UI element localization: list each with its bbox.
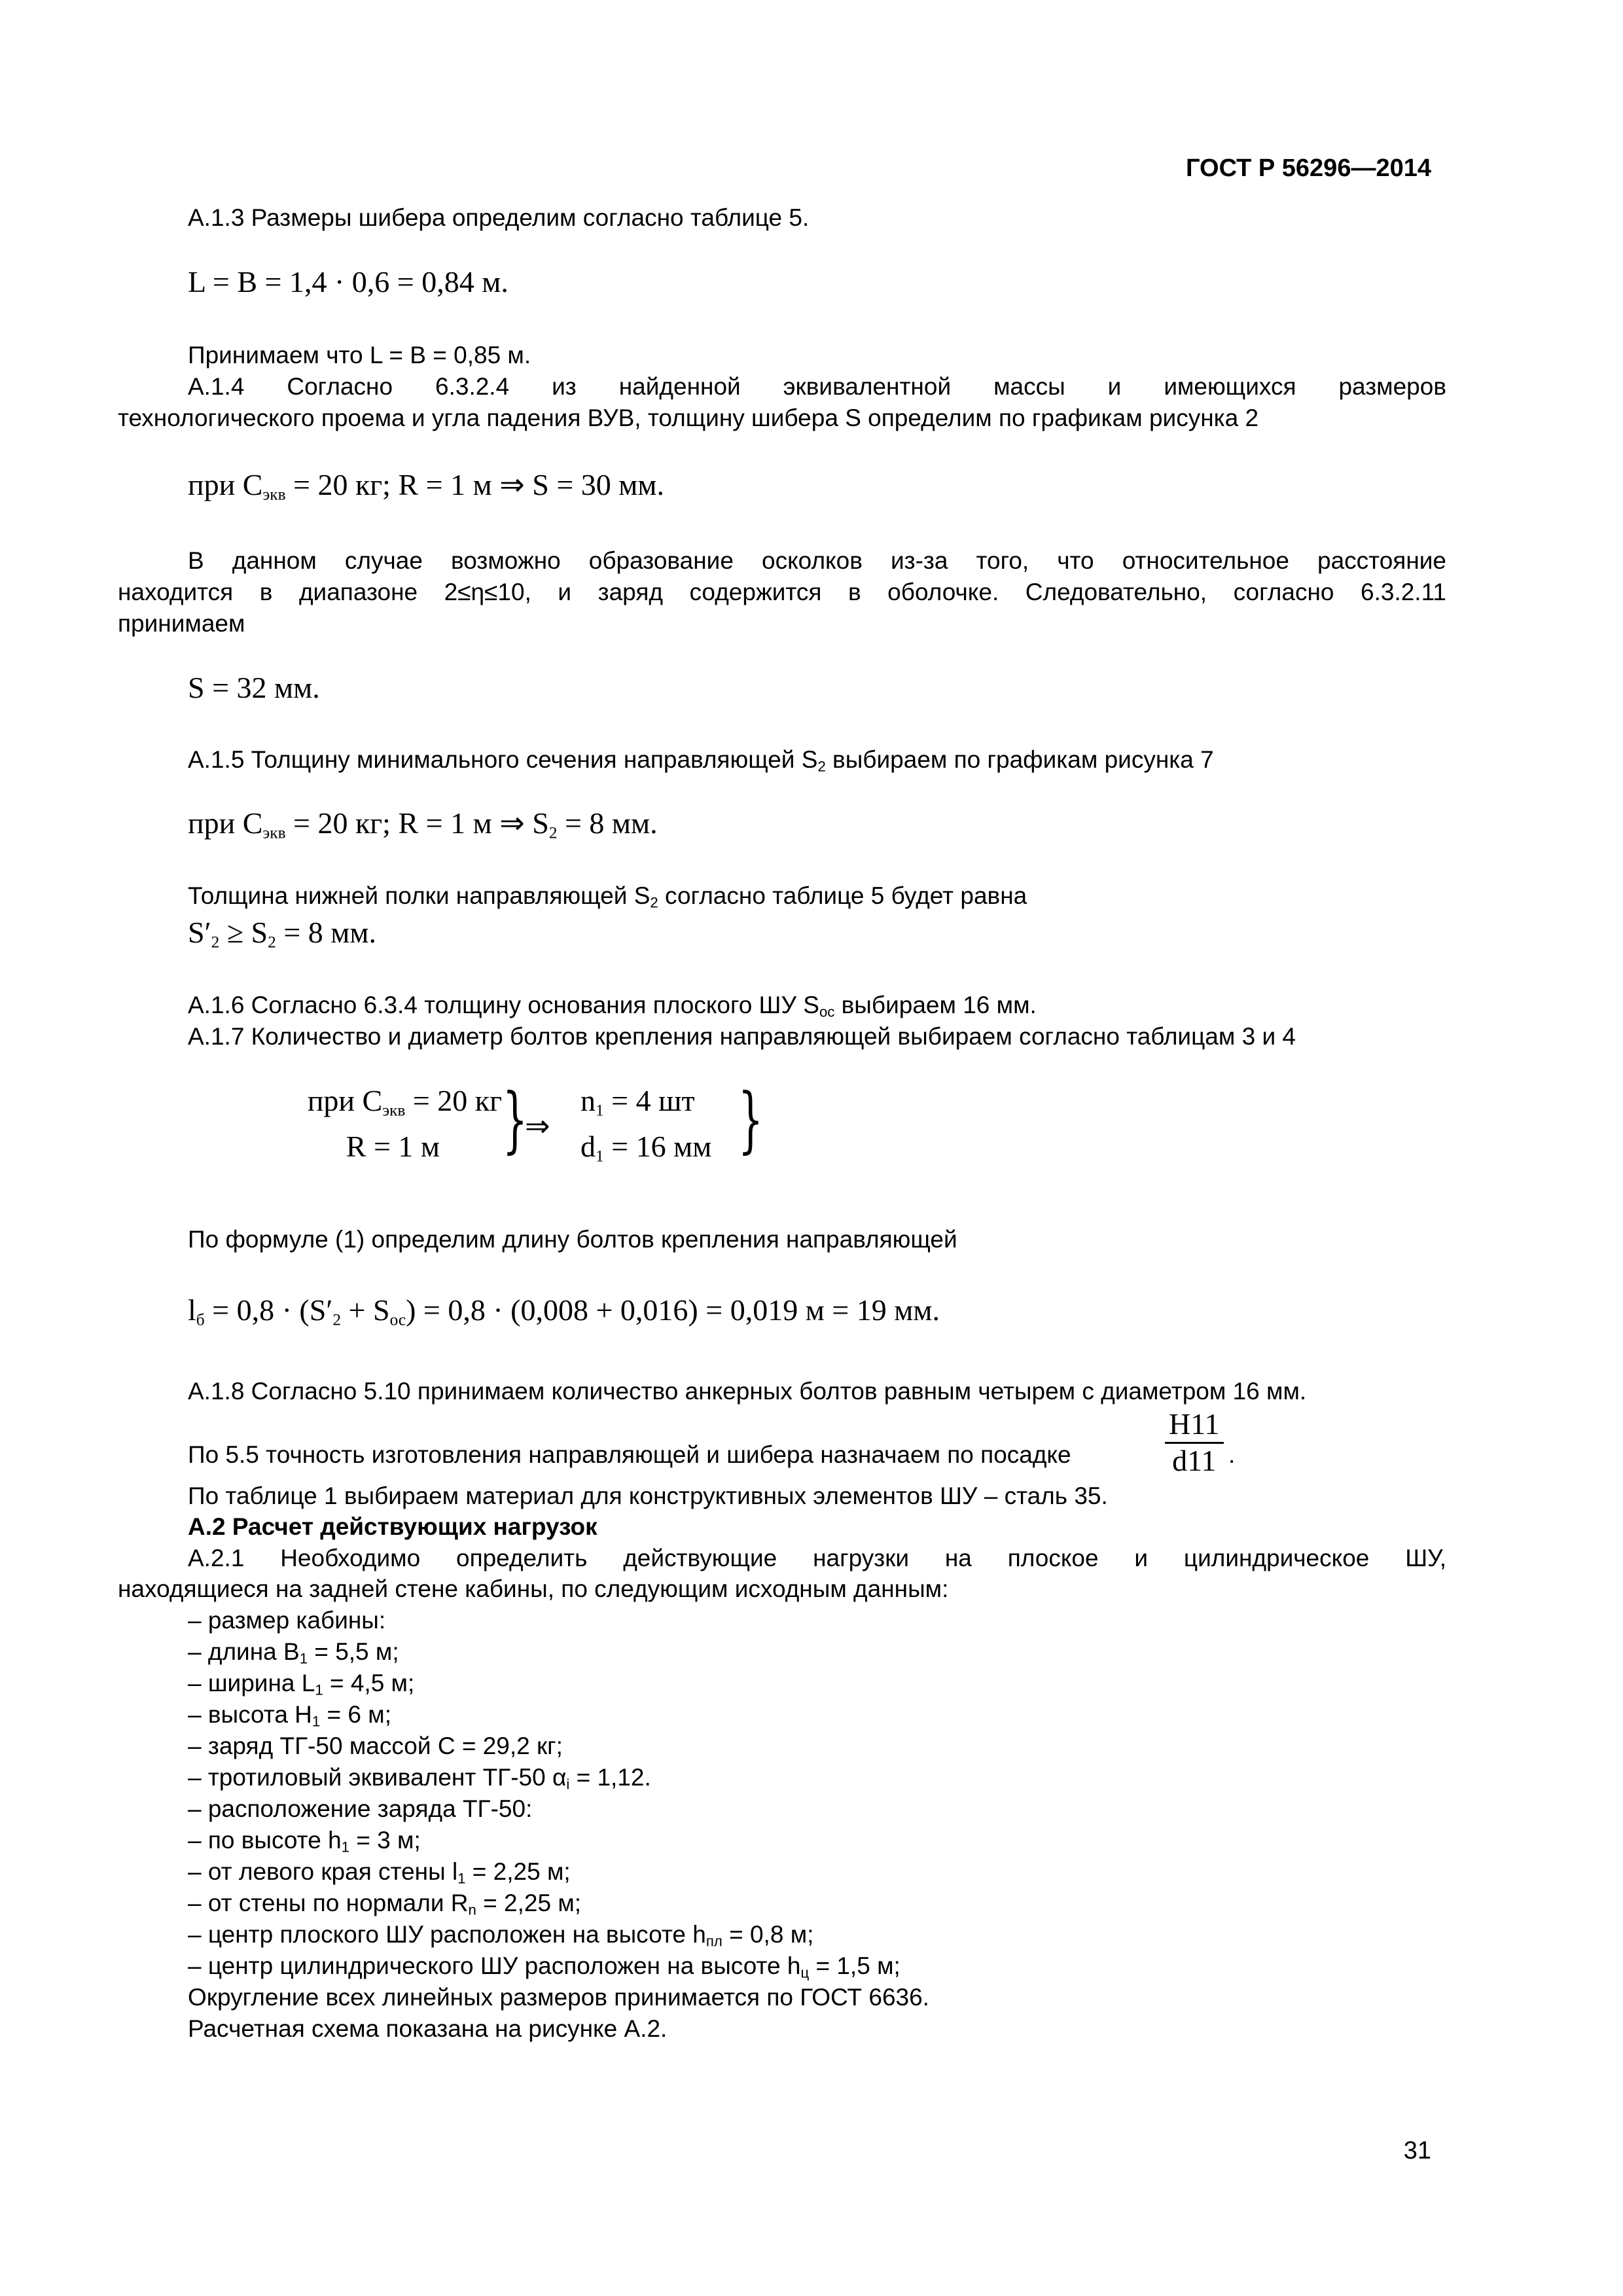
paragraph-scheme: Расчетная схема показана на рисунке А.2. <box>188 2015 668 2042</box>
list-item-cyl-center: – центр цилиндрического ШУ расположен на высоте $h_ц = 1,5$ м; <box>188 1952 901 1981</box>
list-item-charge-location: – расположение заряда ТГ-50: <box>188 1795 533 1822</box>
list-item-normal-distance: – от стены по нормали $R_n = 2,25$ м; <box>188 1890 582 1918</box>
right-brace-right: } <box>738 1077 764 1161</box>
list-item-length: – длина $B_1 = 5,5$ м; <box>188 1638 399 1667</box>
paragraph-a13: А.1.3 Размеры шибера определим согласно таблице 5. <box>188 204 810 231</box>
implies-arrow: ⇒ <box>525 1109 550 1143</box>
list-item-charge: – заряд ТГ-50 массой C = 29,2 кг; <box>188 1732 563 1759</box>
paragraph-fragments-line2: находится в диапазоне 2≤η≤10, и заряд содержится в оболочке. Следовательно, согласно 6.3.2.11 <box>118 579 1446 605</box>
section-a2-title: А.2 Расчет действующих нагрузок <box>188 1513 597 1540</box>
formula-s2: при Cэкв = 20 кг; R = 1 м ⇒ S2 = 8 мм. <box>188 806 658 842</box>
list-item-flat-center: – центр плоского ШУ расположен на высоте $h_{пл} = 0,8$ м; <box>188 1921 814 1950</box>
paragraph-a18: А.1.8 Согласно 5.10 принимаем количество анкерных болтов равным четырем с диаметром 16 мм. <box>188 1378 1307 1405</box>
paragraph-lower-shelf: Толщина нижней полки направляющей $S_2$ согласно таблице 5 будет равна <box>188 882 1027 911</box>
list-item-left-edge: – от левого края стены $l_1 = 2,25$ м; <box>188 1858 571 1887</box>
right-brace-left: } <box>502 1077 528 1161</box>
formula-s2-prime: S′2 ≥ S2 = 8 мм. <box>188 916 376 952</box>
paragraph-a14-line1: А.1.4 Согласно 6.3.2.4 из найденной эквивалентной массы и имеющихся размеров <box>188 373 1446 400</box>
paragraph-accept: Принимаем что L = B = 0,85 м. <box>188 342 531 368</box>
list-item-cabin-size: – размер кабины: <box>188 1607 386 1634</box>
standard-header: ГОСТ Р 56296—2014 <box>1186 154 1431 182</box>
list-item-width: – ширина $L_1 = 4,5$ м; <box>188 1670 415 1698</box>
formula-shield-thickness: при Cэкв = 20 кг; R = 1 м ⇒ S = 30 мм. <box>188 468 664 504</box>
paragraph-a21-line1: А.2.1 Необходимо определить действующие нагрузки на плоское и цилиндрическое ШУ, <box>188 1545 1446 1571</box>
fit-fraction: $\frac{H11}{d11}$ <box>1165 1407 1224 1479</box>
paragraph-fragments-line3: принимаем <box>118 610 245 637</box>
formula-s32: S = 32 мм. <box>188 671 320 704</box>
list-item-height: – высота $H_1 = 6$ м; <box>188 1701 391 1730</box>
paragraph-a17: А.1.7 Количество и диаметр болтов крепления направляющей выбираем согласно таблицам 3 и 4 <box>188 1023 1296 1050</box>
paragraph-a15: А.1.5 Толщину минимального сечения направляющей $S_2$ выбираем по графикам рисунка 7 <box>188 746 1214 775</box>
formula-bolt-length: lб = 0,8 · (S′2 + Sос) = 0,8 · (0,008 + 0,016) = 0,019 м = 19 мм. <box>188 1293 940 1329</box>
paragraph-a16: А.1.6 Согласно 6.3.4 толщину основания плоского ШУ $S_{ос}$ выбираем 16 мм. <box>188 992 1037 1020</box>
list-item-charge-height: – по высоте $h_1 = 3$ м; <box>188 1827 421 1856</box>
list-item-tnt-equivalent: – тротиловый эквивалент ТГ-50 $\alpha_i = 1,12$. <box>188 1764 651 1793</box>
formula-l-b: L = B = 1,4 · 0,6 = 0,84 м. <box>188 265 508 298</box>
paragraph-a14-line2: технологического проема и угла падения ВУВ, толщину шибера S определим по графикам рисунка 2 <box>118 404 1259 431</box>
paragraph-rounding: Округление всех линейных размеров принимается по ГОСТ 6636. <box>188 1984 929 2011</box>
paragraph-fragments-line1: В данном случае возможно образование осколков из-за того, что относительное расстояние <box>188 547 1446 574</box>
paragraph-material: По таблице 1 выбираем материал для конструктивных элементов ШУ – сталь 35. <box>188 1482 1108 1509</box>
paragraph-formula-intro: По формуле (1) определим длину болтов крепления направляющей <box>188 1226 957 1253</box>
document-page: ГОСТ Р 56296—2014 А.1.3 Размеры шибера определим согласно таблице 5. L = B = 1,4 · 0,6 = 0,84 м. Принимаем что L = B = 0,85 м. А.1.4 Согласно 6.3.2.4 из найденной эквивалентной массы и имеющихся размеров технологического проема и угла падения ВУВ, толщину шибера S определим по графикам рисунка 2 при Cэкв = 20 кг; R = 1 м ⇒ S = 30 мм. В данном случае возможно образование осколков из-за того, что относительное расстояние находится в диапазоне 2≤η≤10, и заряд содержится в оболочке. Следовательно, согласно 6.3.2.11 принимаем S = 32 мм. А.1.5 Толщину минимального сечения направляющей $S_2$ выбираем по графикам рисунка 7 при Cэкв = 20 кг; R = 1 м ⇒ S2 = 8 мм. Толщина нижней полки направляющей $S_2$ согласно таблице 5 будет равна S′2 ≥ S2 = 8 мм. А.1.6 Согласно 6.3.4 толщину основания плоского ШУ $S_{ос}$ выбираем 16 мм. А.1.7 Количество и диаметр болтов крепления направляющей выбираем согласно таблицам 3 и 4 при Cэкв = 20 кг R = 1 м } ⇒ n1 = 4 шт d1 = 16 мм } По формуле (1) определим длину болтов крепления направляющей lб = 0,8 · (S′2 + Sос) = 0,8 · (0,008 + 0,016) = 0,019 м = 19 мм. А.1.8 Согласно 5.10 принимаем количество анкерных болтов равным четырем с диаметром 16 мм. По 5.5 точность изготовления направляющей и шибера назначаем по посадке $\frac{H11}{d11}$ . По таблице 1 выбираем материал для конструктивных элементов ШУ – сталь 35. А.2 Расчет действующих нагрузок А.2.1 Необходимо определить действующие нагрузки на плоское и цилиндрическое ШУ, находящиеся на задней стене кабины, по следующим исходным данным: – размер кабины: – длина $B_1 = 5,5$ м; – ширина $L_1 = 4,5$ м; – высота $H_1 = 6$ м; – заряд ТГ-50 массой C = 29,2 кг; – тротиловый эквивалент ТГ-50 $\alpha_i = 1,12$. – расположение заряда ТГ-50: – по высоте $h_1 = 3$ м; – от левого края стены $l_1 = 2,25$ м; – от стены по нормали $R_n = 2,25$ м; – центр плоского ШУ расположен на высоте $h_{пл} = 0,8$ м; – центр цилиндрического ШУ расположен на высоте $h_ц = 1,5$ м; Округление всех линейных размеров принимается по ГОСТ 6636. Расчетная схема показана на рисунке А.2. 31 <box>118 154 1446 2164</box>
paragraph-a21-line2: находящиеся на задней стене кабины, по следующим исходным данным: <box>118 1575 949 1602</box>
page-number: 31 <box>1403 2137 1431 2164</box>
